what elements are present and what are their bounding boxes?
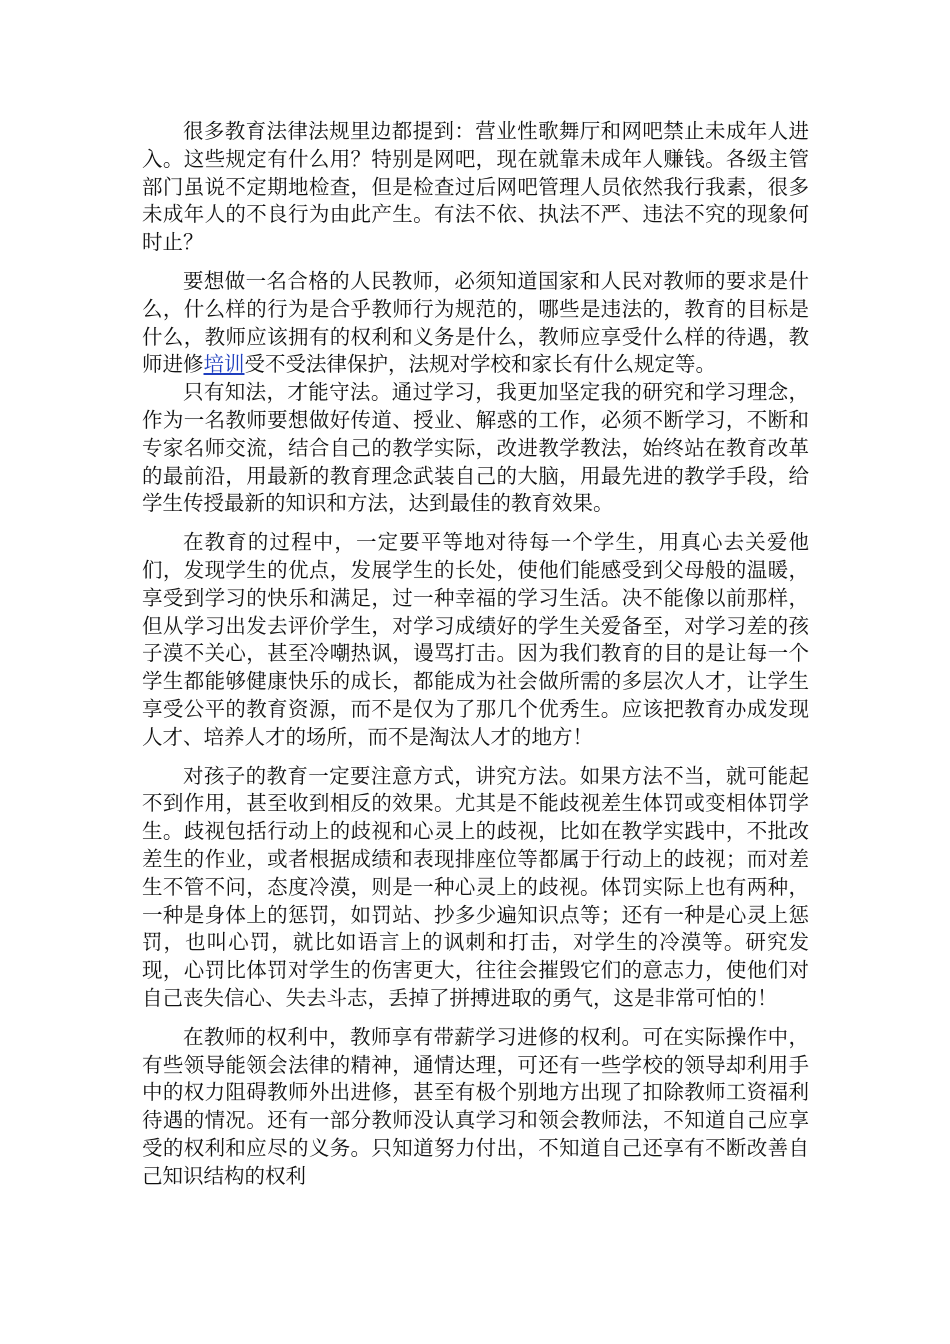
paragraph-education-methods: 对孩子的教育一定要注意方式，讲究方法。如果方法不当，就可能起不到作用，甚至收到相反的效果。尤其是不能歧视差生体罚或变相体罚学生。歧视包括行动上的歧视和心灵上的歧视，比如在教学实践中，不批改差生的作业，或者根据成绩和表现排座位等都属于行动上的歧视；而对差生不管不问，态度冷漠，则是一种心灵上的歧视。体罚实际上也有两种，一种是身体上的惩罚，如罚站、抄多少遍知识点等；还有一种是心灵上惩罚，也叫心罚，就比如语言上的讽刺和打击，对学生的冷漠等。研究发现，心罚比体罚对学生的伤害更大，往往会摧毁它们的意志力，使他们对自己丧失信心、失去斗志，丢掉了拼搏进取的勇气，这是非常可怕的！ [142, 763, 809, 1010]
training-link[interactable]: 培训 [203, 352, 245, 377]
paragraph-teacher-rights: 在教师的权利中，教师享有带薪学习进修的权利。可在实际操作中，有些领导能领会法律的精神，通情达理，可还有一些学校的领导却利用手中的权力阻碍教师外出进修，甚至有极个别地方出现了扣除教师工资福利待遇的情况。还有一部分教师没认真学习和领会教师法，不知道自己应享受的权利和应尽的义务。只知道努力付出，不知道自己还享有不断改善自己知识结构的权利 [142, 1024, 809, 1188]
paragraph-teacher-requirements [142, 268, 809, 379]
paragraph-text-after-link: 受不受法律保护，法规对学校和家长有什么规定等。 [244, 352, 716, 377]
paragraph-text-before-link: 要想做一名合格的人民教师，必须知道国家和人民对教师的要求是什么，什么样的行为是合乎教师行为规范的，哪些是违法的，教育的目标是什么，教师应该拥有的权利和义务是什么，教师应享受什么样的待遇，教师进修 [142, 268, 809, 377]
paragraph-internet-cafe: 很多教育法律法规里边都提到：营业性歌舞厅和网吧禁止未成年人进入。这些规定有什么用？特别是网吧，现在就靠未成年人赚钱。各级主管部门虽说不定期地检查，但是检查过后网吧管理人员依然我行我素，很多未成年人的不良行为由此产生。有法不依、执法不严、违法不究的现象何时止？ [142, 119, 809, 255]
paragraph-equal-treatment: 在教育的过程中，一定要平等地对待每一个学生，用真心去关爱他们，发现学生的优点，发展学生的长处，使他们能感受到父母般的温暖，享受到学习的快乐和满足，过一种幸福的学习生活。决不能像以前那样，但从学习出发去评价学生，对学习成绩好的学生关爱备至，对学习差的孩子漠不关心，甚至冷嘲热讽，谩骂打击。因为我们教育的目的是让每一个学生都能够健康快乐的成长，都能成为社会做所需的多层次人才，让学生享受公平的教育资源，而不是仅为了那几个优秀生。应该把教育办成发现人才、培养人才的场所，而不是淘汰人才的地方！ [142, 530, 809, 749]
document-page [142, 118, 809, 1190]
paragraph-know-law: 只有知法，才能守法。通过学习，我更加坚定我的研究和学习理念，作为一名教师要想做好传道、授业、解惑的工作，必须不断学习，不断和专家名师交流，结合自己的教学实际，改进教学教法，始终站在教育改革的最前沿，用最新的教育理念武装自己的大脑，用最先进的教学手段，给学生传授最新的知识和方法，达到最佳的教育效果。 [142, 380, 809, 516]
